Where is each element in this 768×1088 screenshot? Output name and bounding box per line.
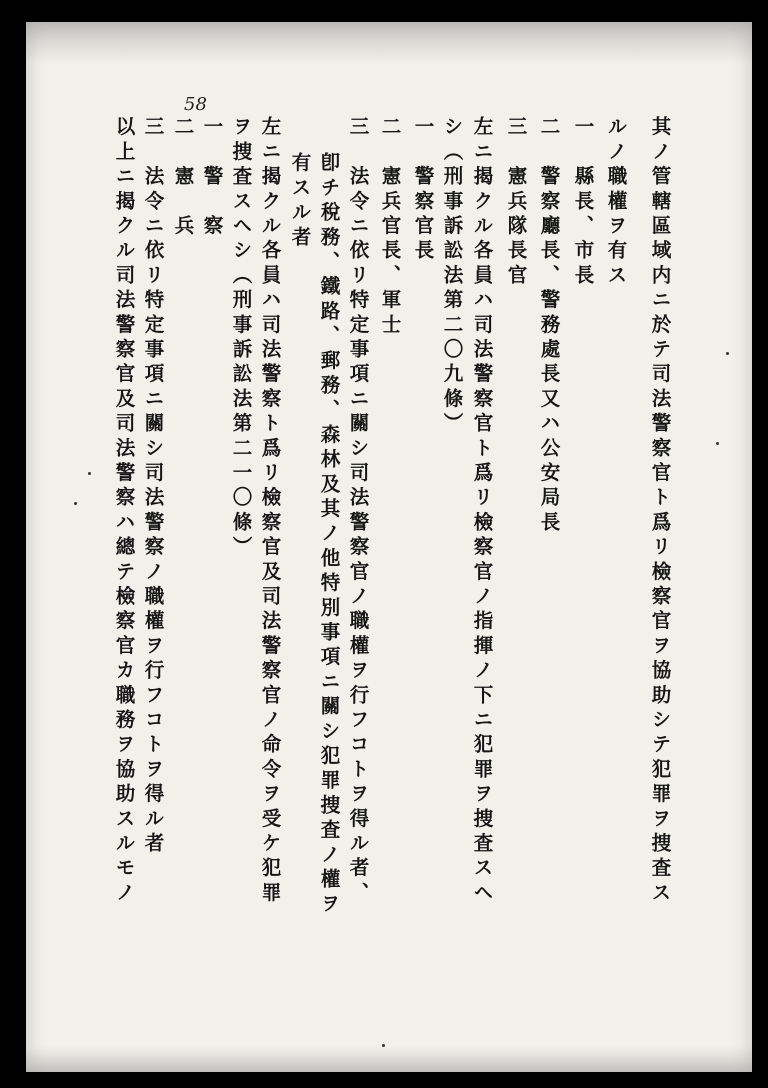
text-column-10: 三 法令ニ依リ特定事項ニ關シ司法警察官ノ職權ヲ行フコトヲ得ル者、 xyxy=(346,116,370,907)
text-column-1: 其ノ管轄區域内ニ於テ司法警察官ト爲リ檢察官ヲ協助シテ犯罪ヲ捜査ス xyxy=(648,116,672,907)
text-column-2: ルノ職權ヲ有ス xyxy=(604,116,628,289)
text-column-14: ヲ捜査スヘシ（刑事訴訟法第二一〇條） xyxy=(229,116,253,561)
scan-speck xyxy=(716,442,719,445)
text-column-12: 有スル者 xyxy=(288,152,312,251)
text-column-13: 左ニ揭クル各員ハ司法警察ト爲リ檢察官及司法警察官ノ命令ヲ受ケ犯罪 xyxy=(258,116,282,907)
page-number: 58 xyxy=(184,94,207,115)
scan-speck xyxy=(74,502,77,505)
scan-speck xyxy=(382,1044,385,1047)
text-column-4: 二 警察廳長、警務處長又ハ公安局長 xyxy=(537,116,561,536)
text-column-5: 三 憲兵隊長官 xyxy=(504,116,528,289)
text-column-3: 一 縣長、市長 xyxy=(571,116,595,289)
text-column-11: 卽チ稅務、鐵路、郵務、森林及其ノ他特別事項ニ關シ犯罪捜査ノ權ヲ xyxy=(317,152,341,918)
scan-speck xyxy=(88,472,91,475)
text-column-9: 二 憲兵官長、軍士 xyxy=(378,116,402,339)
text-column-17: 三 法令ニ依リ特定事項ニ關シ司法警察ノ職權ヲ行フコトヲ得ル者 xyxy=(141,116,165,857)
text-column-18: 以上ニ揭クル司法警察官及司法警察ハ總テ檢察官カ職務ヲ協助スルモノ xyxy=(112,116,136,907)
text-column-8: 一 警察官長 xyxy=(411,116,435,265)
document-page xyxy=(26,22,752,1072)
text-column-15: 一 警 察 xyxy=(200,116,224,240)
text-column-7: シ（刑事訴訟法第二〇九條） xyxy=(440,116,464,438)
text-column-16: 二 憲 兵 xyxy=(171,116,195,240)
text-column-6: 左ニ揭クル各員ハ司法警察官ト爲リ檢察官ノ指揮ノ下ニ犯罪ヲ捜査スヘ xyxy=(470,116,494,907)
scan-speck xyxy=(726,352,729,355)
